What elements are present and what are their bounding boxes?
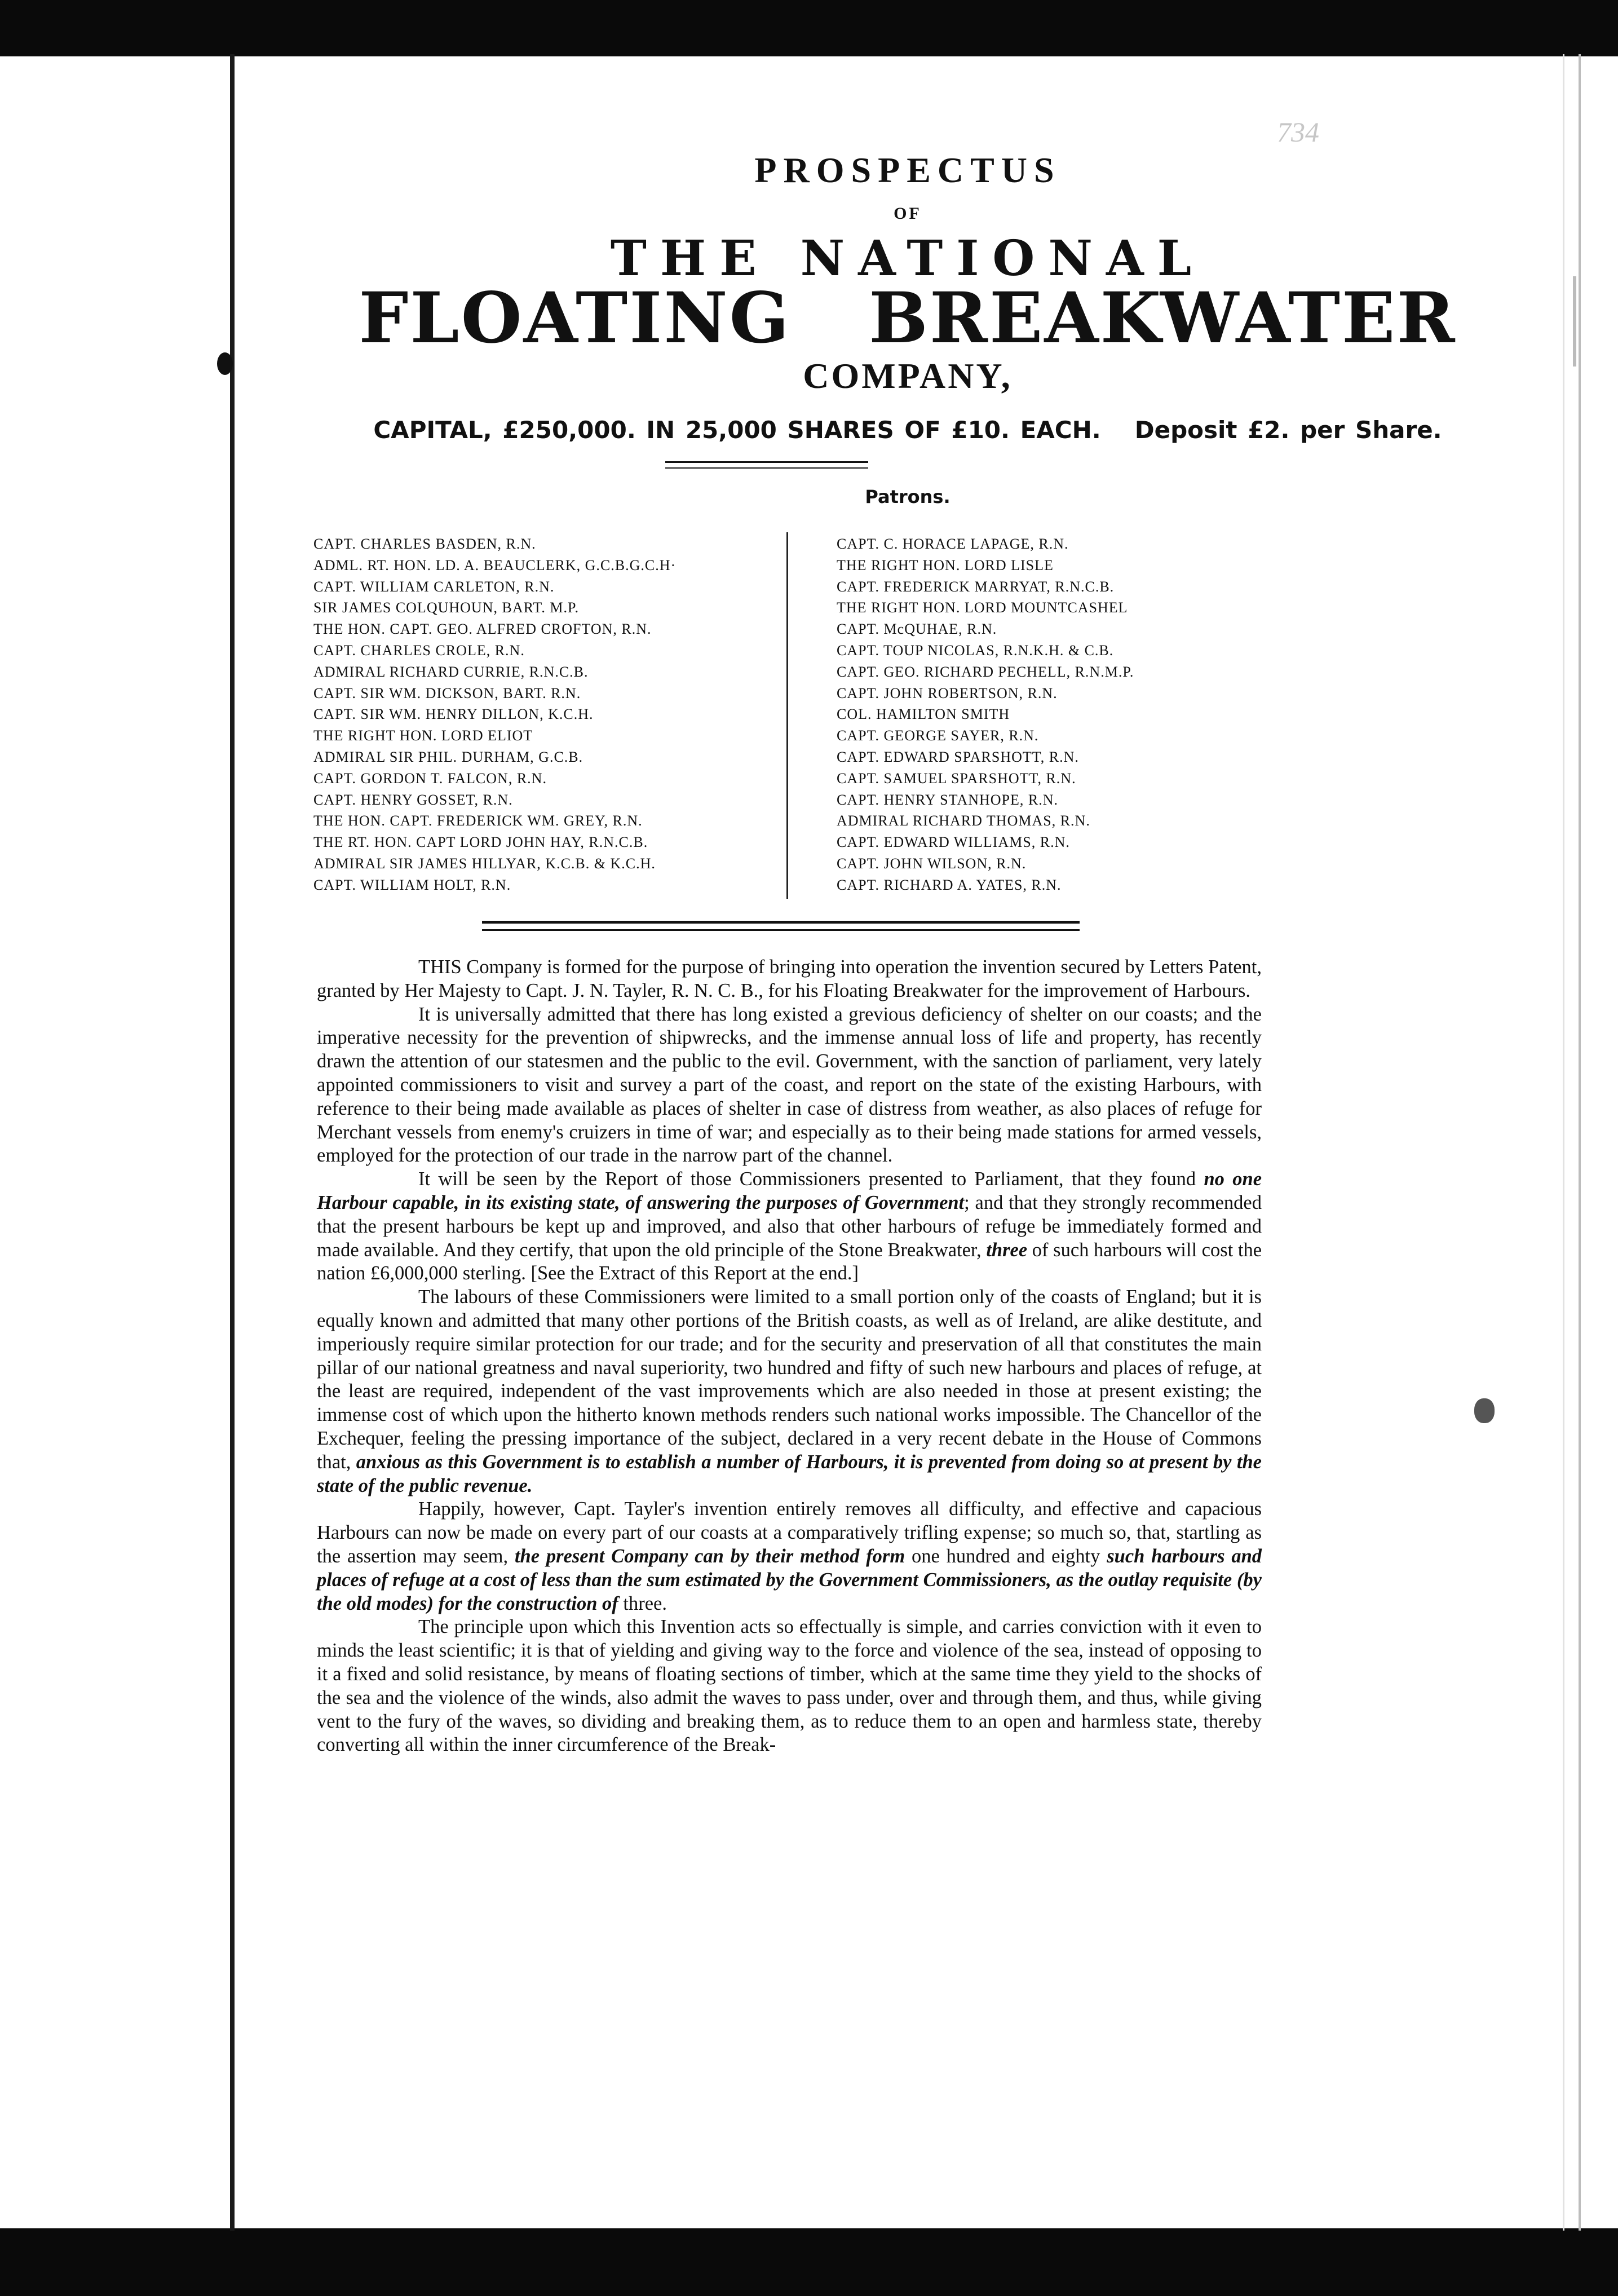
emphasis: the present Company can by their method form (514, 1545, 905, 1567)
patron-name: CAPT. McQUHAE, R.N. (837, 621, 997, 638)
paragraph: It is universally admitted that there has long existed a grevious deficiency of shelter on our coasts; and the imperative necessity for the prevention of shipwrecks, and the immense annual loss of life and property, has recently drawn the attention of our statesmen and the public to the evil. Government, with the sanction of parliament, very lately appointed commissioners to visit and survey a part of the coast, and report on the state of the existing Harbours, with reference to their being made available as places of shelter in case of distress from weather, as also places of refuge for Merchant vessels from enemy's cruizers in time of war; and especially as to their being made stations for armed vessels, employed for the protection of our trade in the narrow part of the channel. (317, 1003, 1262, 1167)
title-company: COMPANY, (803, 356, 1013, 396)
text-run: It will be seen by the Report of those Commissioners presented to Parliament, that they found (418, 1168, 1196, 1190)
text-run: one hundred and eighty (912, 1545, 1100, 1567)
patron-name: ADMIRAL RICHARD THOMAS, R.N. (837, 813, 1090, 829)
section-double-rule (482, 921, 1080, 931)
scan-border-top (0, 0, 1618, 56)
patron-name: CAPT. FREDERICK MARRYAT, R.N.C.B. (837, 578, 1115, 595)
text-run: Happily, however, Capt. Tayler's invention entirely removes all difficulty, and effective and capacious Harbours can now be made on every part of our coasts at a comparatively trifling expense; so much so, that, startling as the assertion may seem, (317, 1498, 1262, 1567)
patron-name: THE RIGHT HON. LORD LISLE (837, 557, 1054, 573)
folio-number: 734 (1277, 116, 1319, 148)
paragraph (317, 1498, 1262, 1615)
text-run: three. (623, 1592, 667, 1614)
patron-name: ADMIRAL RICHARD CURRIE, R.N.C.B. (313, 663, 589, 680)
emphasis: no one Harbour capable, in its existing state, of answering the purposes of Government (317, 1168, 1262, 1213)
title-prospectus: PROSPECTUS (754, 150, 1061, 190)
deposit-amount: Deposit £2. per Share. (1134, 416, 1442, 444)
paragraph (317, 1168, 1262, 1286)
patron-name: THE HON. CAPT. GEO. ALFRED CROFTON, R.N. (313, 621, 652, 638)
patron-name: SIR JAMES COLQUHOUN, BART. M.P. (313, 599, 580, 616)
patron-name: ADMIRAL SIR PHIL. DURHAM, G.C.B. (313, 748, 583, 765)
paragraph: THIS Company is formed for the purpose of bringing into operation the invention secured by Letters Patent, granted by Her Majesty to Capt. J. N. Tayler, R. N. C. B., for his Floating Breakwater for the improvement of Harbours. (317, 956, 1262, 1001)
patron-name: CAPT. WILLIAM HOLT, R.N. (313, 876, 511, 893)
patron-name: CAPT. C. HORACE LAPAGE, R.N. (837, 536, 1069, 552)
paragraph: The principle upon which this Invention acts so effectually is simple, and carries conviction with it even to minds the least scientific; it is that of yielding and giving way to the force and violence of the sea, instead of opposing to it a fixed and solid resistance, by means of floating sections of timber, which at the same time they yield to the shocks of the sea and the violence of the winds, also admit the waves to pass under, over and through them, and thus, while giving vent to the fury of the waves, so dividing and breaking them, as to reduce them to an open and harmless state, thereby converting all within the inner circumference of the Break- (317, 1616, 1262, 1756)
title-of: OF (894, 204, 922, 223)
title-the-national: THE NATIONAL (610, 230, 1205, 287)
patron-name: THE HON. CAPT. FREDERICK WM. GREY, R.N. (313, 813, 643, 829)
column-divider (786, 532, 788, 899)
title-floating-breakwater: FLOATING BREAKWATER (359, 277, 1457, 359)
paragraph (317, 1286, 1262, 1498)
page-left-edge (230, 54, 235, 2231)
capital-amount: CAPITAL, £250,000. IN 25,000 SHARES OF £10. EACH. (373, 416, 1101, 444)
patrons-list-left (313, 533, 676, 896)
patron-name: CAPT. HENRY GOSSET, R.N. (313, 791, 513, 808)
patron-name: CAPT. CHARLES CROLE, R.N. (313, 642, 525, 659)
text-run: The labours of these Commissioners were limited to a small portion only of the coasts of England; but it is equally known and admitted that many other portions of the British coasts, as well as of Ireland, are alike destitute, and imperiously require similar protection for our trade; and for the security and preservation of all that constitutes the main pillar of our national greatness and naval superiority, two hundred and fifty of such new harbours and places of refuge, at the least are required, independent of the vast improvements which are also needed in those at present existing; the immense cost of which upon the hitherto known methods renders such national works impossible. The Chancellor of the Exchequer, feeling the pressing importance of the subject, declared in a very recent debate in the House of Commons that, (317, 1286, 1262, 1473)
patron-name: CAPT. GEORGE SAYER, R.N. (837, 727, 1039, 744)
capital-line (237, 416, 1579, 444)
patrons-heading: Patrons. (865, 486, 951, 507)
prospectus-body (317, 956, 1262, 1757)
patron-name: ADML. RT. HON. LD. A. BEAUCLERK, G.C.B.G.C.H· (313, 557, 677, 573)
ink-blot (217, 352, 233, 375)
text-run: ; and that they strongly recommended that the present harbours be kept up and improved, and also that other harbours of refuge be immediately formed and made available. And they certify, that upon the old principle of the Stone Breakwater, (317, 1191, 1262, 1261)
patron-name: CAPT. GEO. RICHARD PECHELL, R.N.M.P. (837, 663, 1134, 680)
patron-name: THE RT. HON. CAPT LORD JOHN HAY, R.N.C.B. (313, 834, 648, 851)
emphasis: anxious as this Government is to establish a number of Harbours, it is prevented from doing so at present by the state of the public revenue. (317, 1451, 1262, 1496)
patron-name: CAPT. CHARLES BASDEN, R.N. (313, 536, 536, 552)
patron-name: CAPT. SIR WM. HENRY DILLON, K.C.H. (313, 706, 594, 723)
patrons-list-right (837, 533, 1134, 896)
patron-name: THE RIGHT HON. LORD ELIOT (313, 727, 533, 744)
patron-name: CAPT. SIR WM. DICKSON, BART. R.N. (313, 685, 581, 701)
patron-name: CAPT. EDWARD WILLIAMS, R.N. (837, 834, 1070, 851)
emphasis: such harbours and places of refuge at a cost of less than the sum estimated by the Government Commissioners, as the outlay requisite (by the old modes) for the construction of (317, 1545, 1262, 1614)
patron-name: CAPT. HENRY STANHOPE, R.N. (837, 791, 1059, 808)
emphasis: three (986, 1239, 1028, 1261)
patron-name: CAPT. GORDON T. FALCON, R.N. (313, 770, 547, 787)
patron-name: CAPT. JOHN WILSON, R.N. (837, 855, 1027, 872)
patron-name: CAPT. SAMUEL SPARSHOTT, R.N. (837, 770, 1076, 787)
patron-name: CAPT. TOUP NICOLAS, R.N.K.H. & C.B. (837, 642, 1114, 659)
scan-border-bottom (0, 2228, 1618, 2296)
patron-name: CAPT. RICHARD A. YATES, R.N. (837, 876, 1062, 893)
patron-name: CAPT. WILLIAM CARLETON, R.N. (313, 578, 555, 595)
text-run: of such harbours will cost the nation £6,000,000 sterling. [See the Extract of this Report at the end.] (317, 1239, 1262, 1284)
page-right-edge (1579, 54, 1581, 2231)
patron-name: CAPT. JOHN ROBERTSON, R.N. (837, 685, 1058, 701)
ink-blot (1474, 1398, 1495, 1423)
patron-name: CAPT. EDWARD SPARSHOTT, R.N. (837, 748, 1079, 765)
patron-name: ADMIRAL SIR JAMES HILLYAR, K.C.B. & K.C.H. (313, 855, 656, 872)
ornamental-rule (665, 461, 868, 469)
patron-name: THE RIGHT HON. LORD MOUNTCASHEL (837, 599, 1128, 616)
patron-name: COL. HAMILTON SMITH (837, 706, 1010, 723)
